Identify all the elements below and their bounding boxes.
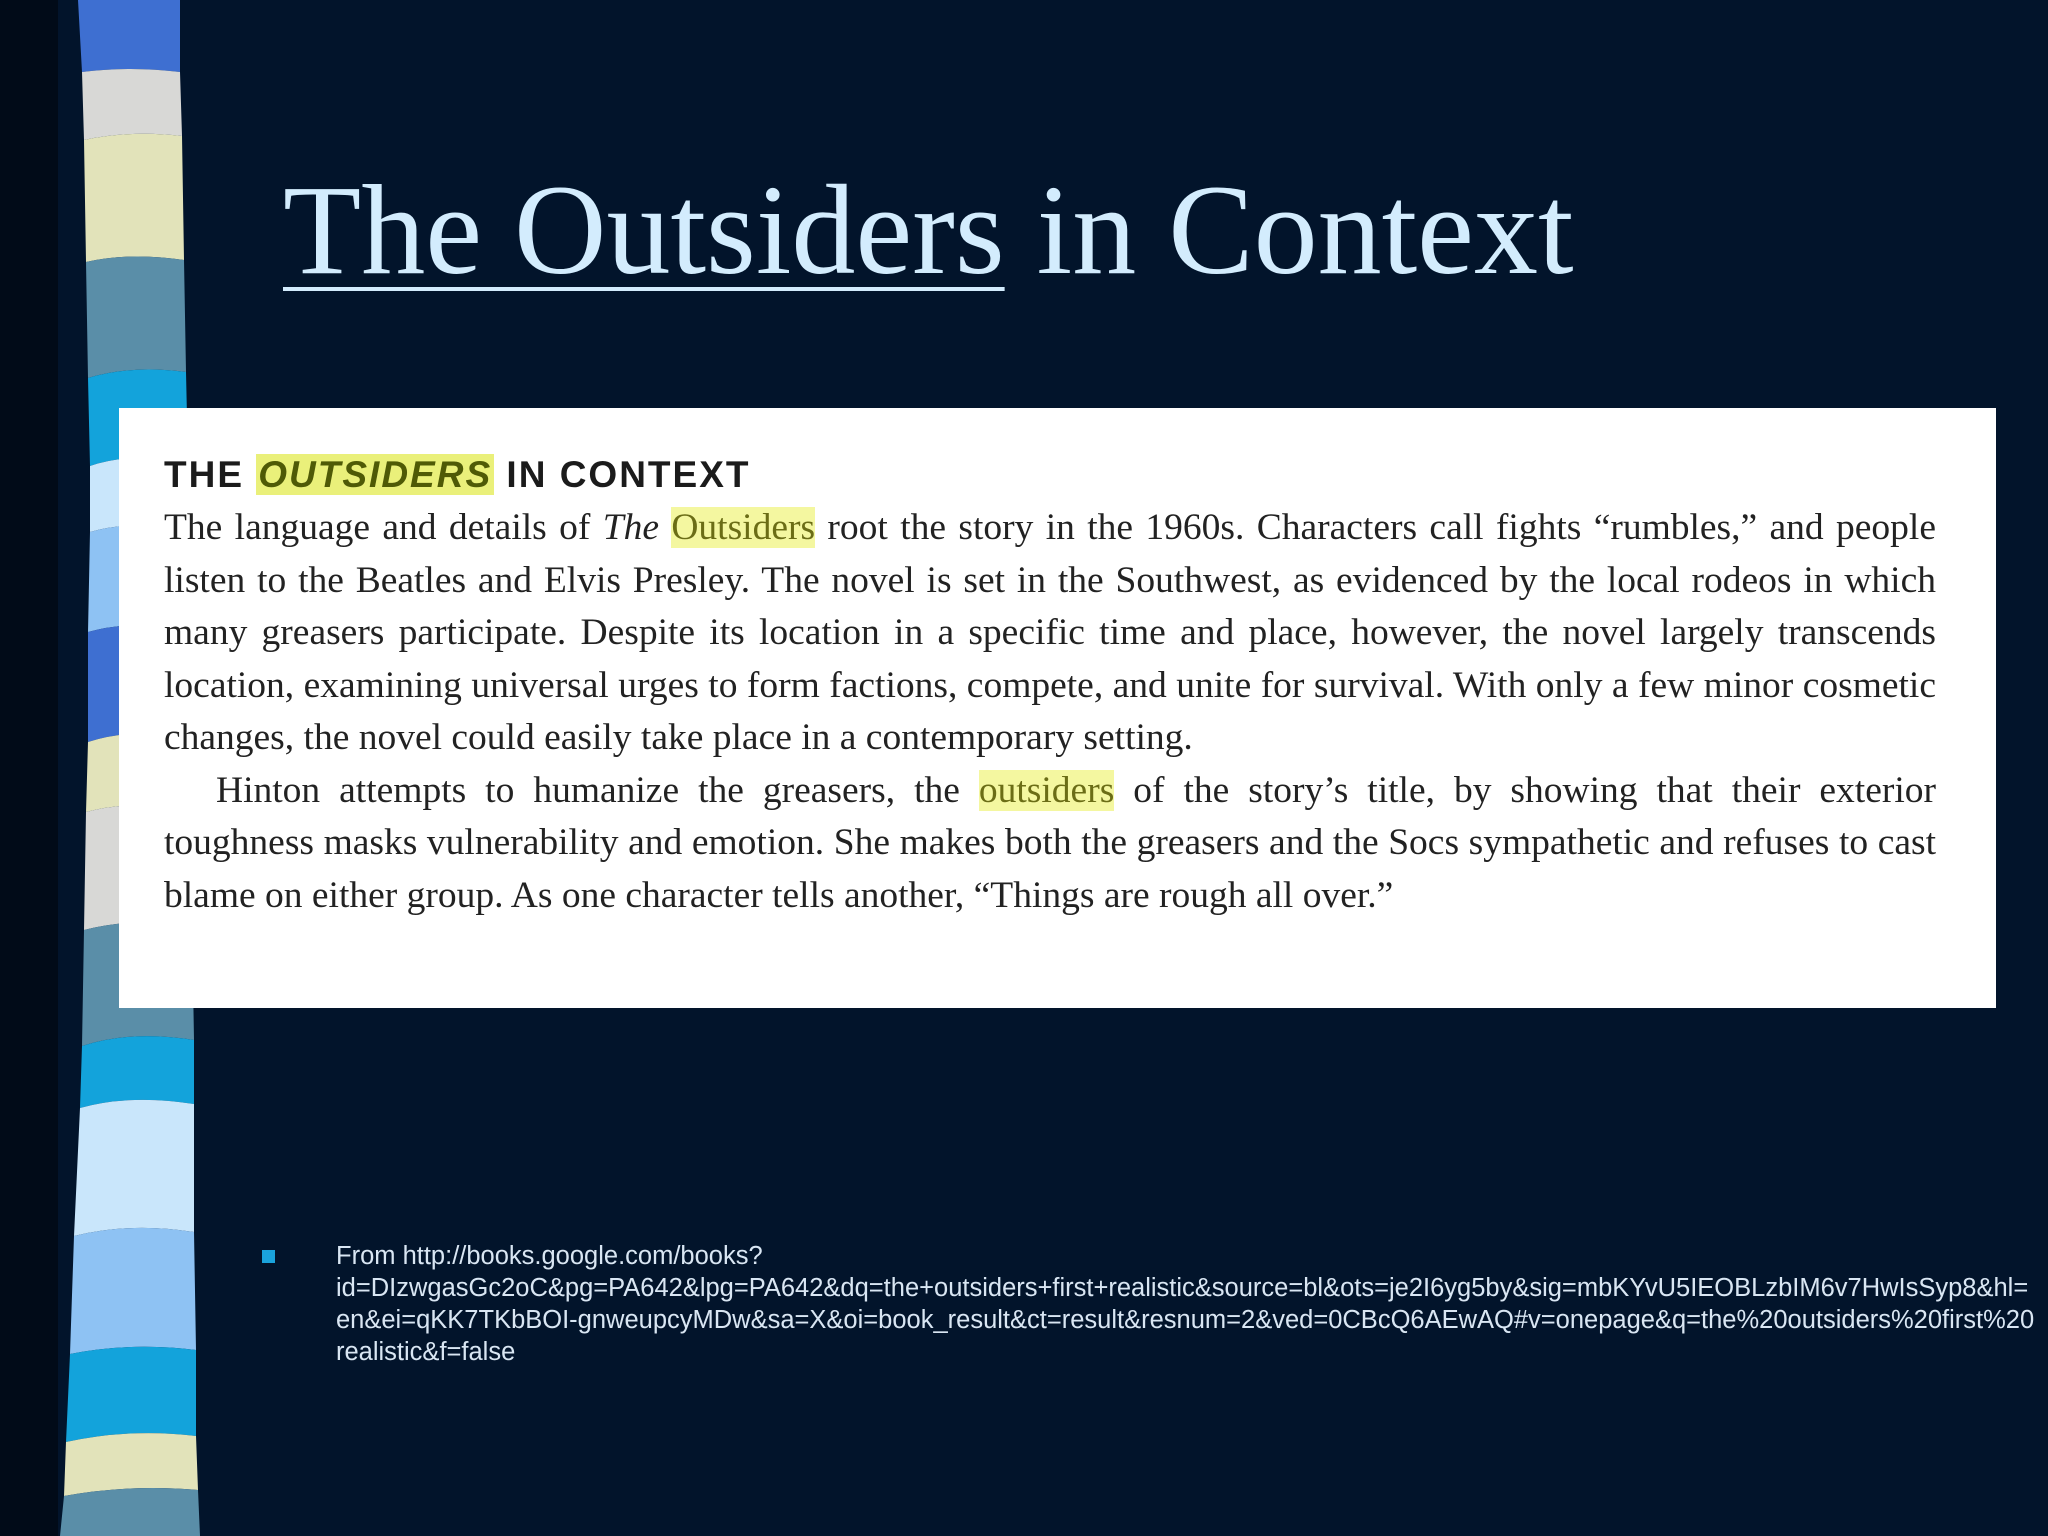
slide-title <box>283 155 1574 305</box>
source-line-1: From http://books.google.com/books? <box>336 1242 763 1270</box>
excerpt-paragraph-1 <box>164 502 1936 765</box>
excerpt-heading-rest: IN CONTEXT <box>494 454 751 495</box>
bullet-square-icon <box>262 1250 275 1263</box>
title-suffix: in Context <box>1004 159 1574 301</box>
excerpt-heading-the: THE <box>164 454 257 495</box>
p1-before: The language and details of <box>164 507 603 548</box>
excerpt-heading <box>164 452 1936 498</box>
excerpt-heading-outsiders: OUTSIDERS <box>258 454 493 495</box>
p1-book-outsiders: Outsiders <box>671 507 816 548</box>
excerpt-paragraph-2 <box>164 765 1936 923</box>
excerpt-image <box>119 408 1996 1008</box>
p2-outsiders: outsiders <box>978 769 1115 811</box>
p2-before: Hinton attempts to humanize the greasers, the <box>216 769 979 811</box>
title-book-name: The Outsiders <box>283 159 1005 301</box>
p1-after: root the story in the 1960s. Characters call fights “rumbles,” and people listen to the Beatles and Elvis Presley. The novel is set in the Southwest, as evidenced by the local rodeos in which many greasers participate. Despite its location in a specific time and place, however, the novel largely transcends location, examining universal urges to form factions, compete, and unite for survival. With only a few minor cosmetic changes, the novel could easily take place in a contemporary setting. <box>164 507 1936 758</box>
source-citation <box>336 1240 2036 1368</box>
p2-after: of the story’s title, by showing that their exterior toughness masks vulnerability and emotion. She makes both the greasers and the Socs sympathetic and refuses to cast blame on either group. As one character tells another, “Things are rough all over.” <box>164 769 1937 916</box>
source-line-2: id=DIzwgasGc2oC&pg=PA642&lpg=PA642&dq=the+outsiders+first+realistic&source=bl&ots=je2I6yg5by&sig=mbKYvU5IEOBLzbIM6v7HwIsSyp8&hl=en&ei=qKK7TKbBOI-gnweupcyMDw&sa=X&oi=book_result&ct=result&resnum=2&ved=0CBcQ6AEwAQ#v=onepage&q=the%20outsiders%20first%20realistic&f=false <box>336 1274 2035 1366</box>
p1-book-the: The <box>602 507 672 548</box>
